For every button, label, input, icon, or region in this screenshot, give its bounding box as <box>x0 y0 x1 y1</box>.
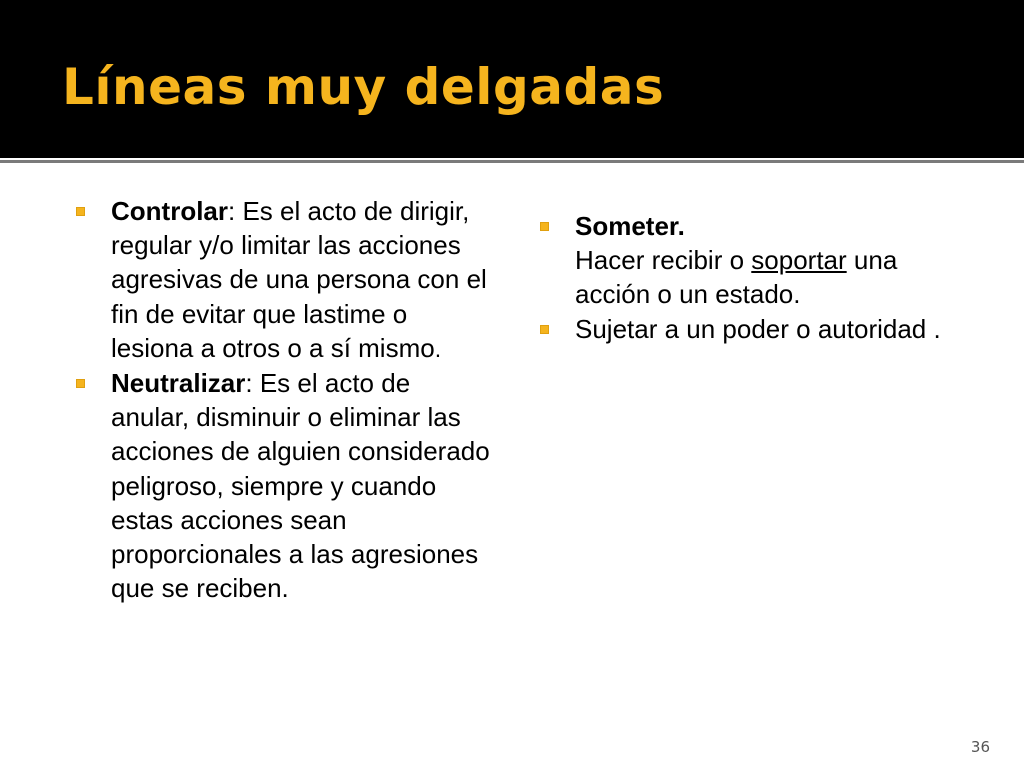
slide-title: Líneas muy delgadas <box>62 58 665 116</box>
title-divider <box>0 160 1024 163</box>
square-bullet-icon <box>540 222 549 231</box>
definition-someter-end: una acción o un estado. <box>575 245 898 310</box>
square-bullet-icon <box>76 379 85 388</box>
bullet-item-sujetar <box>538 312 978 346</box>
definition-controlar-end: . <box>434 335 442 362</box>
square-bullet-icon <box>540 325 549 334</box>
title-band <box>0 0 1024 158</box>
left-bullet-list <box>74 194 494 605</box>
definition-neutralizar: : Es el acto de anular, disminuir o eliminar las acciones de alguien considerado peligroso, siempre y cuando estas acciones sean proporcionales a las agresiones que se reciben. <box>111 368 490 604</box>
right-bullet-list <box>538 209 978 346</box>
term-someter: Someter. <box>575 211 685 241</box>
term-neutralizar: Neutralizar <box>111 368 246 399</box>
definition-controlar: : Es el acto de dirigir, regular y/o limitar las acciones agresivas de una persona con el fin de evitar que lastime o lesiona a otros o a sí mismo <box>111 196 487 363</box>
definition-someter-start: Hacer recibir o <box>575 245 752 276</box>
square-bullet-icon <box>76 207 85 216</box>
bullet-item-controlar <box>74 194 494 366</box>
page-number: 36 <box>970 738 990 756</box>
term-controlar: Controlar <box>111 196 228 226</box>
bullet-item-neutralizar <box>74 366 494 605</box>
bullet-item-someter <box>538 209 978 312</box>
definition-sujetar: Sujetar a un poder o autoridad . <box>575 313 941 344</box>
underlined-word-soportar: soportar <box>751 245 847 276</box>
